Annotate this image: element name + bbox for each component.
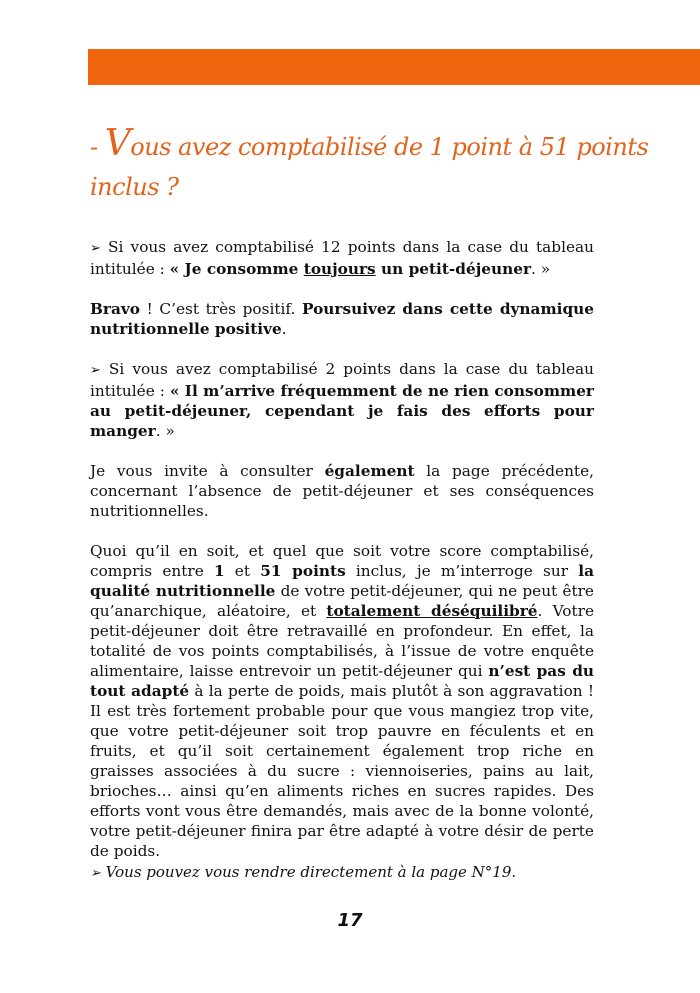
arrow-bullet-icon: ➢ [90,363,101,378]
bold-text: n’est pas du tout adapté [90,662,595,700]
paragraph-score [90,541,594,861]
underlined-text: toujours [303,260,376,278]
text: Quoi qu’il en soit, et quel que soit votre score comptabilisé, compris entre [90,542,594,580]
text: . » [155,422,175,440]
text: . » [531,260,551,278]
bold-text: 51 points [260,562,346,580]
paragraph-invite [90,461,594,521]
text: inclus, je m’interroge sur [345,562,579,580]
text: . [281,320,287,338]
page-title [90,124,650,207]
text: de votre petit-déjeuner, qui ne peut être qu’anarchique, aléatoire, et [90,582,594,620]
title-initial: V [104,123,131,164]
bold-text: « Il m’arrive fréquemment de ne rien consommer au petit-déjeuner, cependant je fais des efforts pour manger [90,382,594,440]
bold-text: Poursuivez dans cette dynamique nutritionnelle positive [90,300,594,338]
paragraph-2-points [90,359,594,441]
page-number: 17 [337,910,363,931]
text: Si vous avez comptabilisé 2 points dans la case du tableau intitulée : [90,360,594,400]
text: et [224,562,261,580]
body-text [90,237,594,881]
underlined-bold-text: totalement déséquilibré [326,602,538,620]
text: . Votre petit-déjeuner doit être retravaillé en profondeur. En effet, la totalité de vos points comptabilisés, à l’issue de votre enquête alimentaire, laisse entrevoir un petit-déjeuner qui [90,602,595,680]
bold-text: la qualité nutritionnelle [90,562,594,600]
text: la page précédente, concernant l’absence de petit-déjeuner et ses conséquences nutritionnelles. [90,462,594,520]
paragraph-12-points [90,237,594,279]
text: ! C’est très positif. [140,300,302,318]
go-to-page-note [90,863,516,881]
bold-text: 1 [213,562,225,580]
title-rest: ous avez comptabilisé de 1 point à 51 points inclus ? [90,133,649,201]
bold-text: « Je consomme [169,260,304,278]
title-dash: - [90,133,105,161]
note-text: Vous pouvez vous rendre directement à la page N°19. [100,863,517,881]
text: Je vous invite à consulter [90,462,325,480]
bold-text: également [324,462,415,480]
arrow-bullet-icon: ➢ [90,866,101,881]
bold-text: un petit-déjeuner [375,260,532,278]
arrow-bullet-icon: ➢ [90,241,101,256]
header-accent-bar [88,49,700,85]
text: Si vous avez comptabilisé 12 points dans la case du tableau intitulée : [90,238,594,278]
paragraph-bravo [90,299,594,339]
bold-text: Bravo [90,300,140,318]
text: à la perte de poids, mais plutôt à son aggravation ! Il est très fortement probable pour que vous mangiez trop vite, que votre petit-déjeuner soit trop pauvre en féculents et en fruits, et qu’il soit certainement également trop riche en graisses associées à du sucre : viennoiseries, pains au lait, brioches… ainsi qu’en aliments riches en sucres rapides. Des efforts vont vous être demandés, mais avec de la bonne volonté, votre petit-déjeuner finira par être adapté à votre désir de perte de poids. [90,682,595,860]
